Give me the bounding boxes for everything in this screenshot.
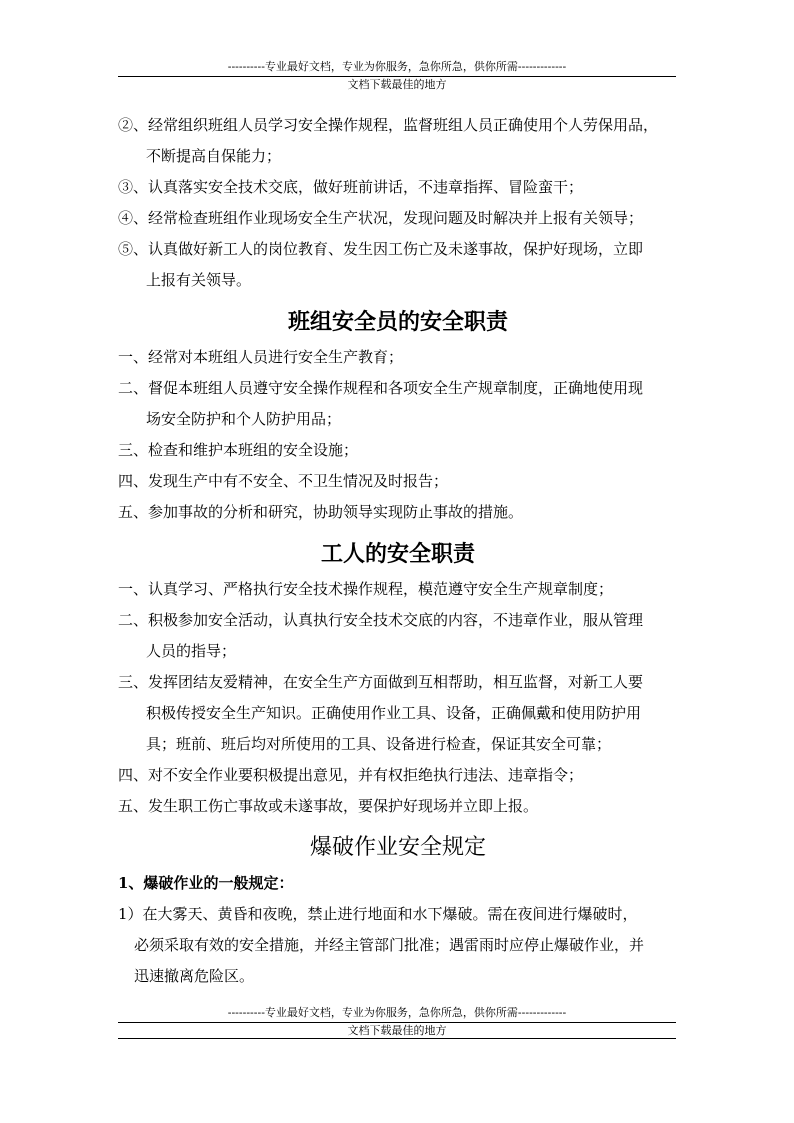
- list-item-line: 四、发现生产中有不安全、不卫生情况及时报告；: [118, 472, 449, 490]
- blasting-subheading: 1、爆破作业的一般规定：: [118, 874, 294, 892]
- intro-list: [118, 110, 678, 296]
- list-item: [118, 203, 678, 234]
- footer-rule-bottom: [118, 1038, 676, 1039]
- list-item-line: 二、积极参加安全活动，认真执行安全技术交底的内容，不违章作业，服从管理: [118, 611, 644, 629]
- list-item-line: 1）在大雾天、黄昏和夜晚，禁止进行地面和水下爆破。需在夜间进行爆破时，: [118, 905, 638, 923]
- list-item-line: 一、经常对本班组人员进行安全生产教育；: [118, 348, 404, 366]
- list-item-line: ⑤、认真做好新工人的岗位教育、发生因工伤亡及未遂事故，保护好现场，立即: [118, 240, 644, 258]
- list-item-continuation: 积极传授安全生产知识。正确使用作业工具、设备，正确佩戴和使用防护用: [146, 704, 642, 722]
- section-title-safety-officer: 班组安全员的安全职责: [287, 309, 508, 335]
- page-header: [118, 60, 676, 92]
- list-item: [118, 234, 678, 296]
- list-item-continuation: 人员的指导；: [146, 642, 237, 660]
- list-item-line: 五、发生职工伤亡事故或未遂事故，要保护好现场并立即上报。: [118, 797, 539, 815]
- header-subtitle: 文档下载最佳的地方: [347, 78, 447, 91]
- worker-list: [118, 574, 678, 822]
- list-item-line: 一、认真学习、严格执行安全技术操作规程，模范遵守安全生产规章制度；: [118, 580, 614, 598]
- list-item-line: ②、经常组织班组人员学习安全操作规程，监督班组人员正确使用个人劳保用品，: [118, 116, 659, 134]
- list-item: [118, 466, 678, 497]
- section-title-blasting: 爆破作业安全规定: [309, 835, 486, 860]
- list-item: [118, 667, 678, 760]
- footer-tagline: ----------专业最好文档，专业为你服务，急你所急，供你所需-------------: [227, 1006, 567, 1019]
- list-item-continuation: 迅速撤离危险区。: [134, 967, 255, 985]
- list-item-line: 三、发挥团结友爱精神，在安全生产方面做到互相帮助，相互监督，对新工人要: [118, 673, 644, 691]
- list-item-line: 五、参加事故的分析和研究，协助领导实现防止事故的措施。: [118, 503, 524, 521]
- list-item-continuation: 场安全防护和个人防护用品；: [146, 410, 342, 428]
- header-tagline: ----------专业最好文档，专业为你服务，急你所急，供你所需-------------: [227, 60, 567, 73]
- page-footer: [118, 1006, 676, 1039]
- list-item: [118, 342, 678, 373]
- list-item: [118, 497, 678, 528]
- document-body: [118, 110, 678, 992]
- list-item: [118, 172, 678, 203]
- list-item-line: 四、对不安全作业要积极提出意见，并有权拒绝执行违法、违章指令；: [118, 766, 584, 784]
- list-item-continuation: 不断提高自保能力；: [146, 147, 282, 165]
- safety-officer-list: [118, 342, 678, 528]
- list-item-line: ③、认真落实安全技术交底，做好班前讲话，不违章指挥、冒险蛮干；: [118, 178, 584, 196]
- list-item-continuation: 具；班前、班后均对所使用的工具、设备进行检查，保证其安全可靠；: [146, 735, 612, 753]
- list-item: [118, 605, 678, 667]
- footer-subtitle: 文档下载最佳的地方: [347, 1024, 447, 1037]
- section-title-worker: 工人的安全职责: [320, 541, 475, 567]
- list-item-continuation: 上报有关领导。: [146, 271, 252, 289]
- list-item: [118, 899, 678, 992]
- list-item: [118, 760, 678, 791]
- list-item: [118, 435, 678, 466]
- list-item-continuation: 必须采取有效的安全措施，并经主管部门批准；遇雷雨时应停止爆破作业，并: [134, 936, 645, 954]
- list-item: [118, 791, 678, 822]
- list-item-line: 三、检查和维护本班组的安全设施；: [118, 441, 359, 459]
- list-item: [118, 373, 678, 435]
- list-item-line: 二、督促本班组人员遵守安全操作规程和各项安全生产规章制度，正确地使用现: [118, 379, 644, 397]
- list-item-line: ④、经常检查班组作业现场安全生产状况，发现问题及时解决并上报有关领导；: [118, 209, 644, 227]
- blasting-list: [118, 899, 678, 992]
- list-item: [118, 110, 678, 172]
- list-item: [118, 574, 678, 605]
